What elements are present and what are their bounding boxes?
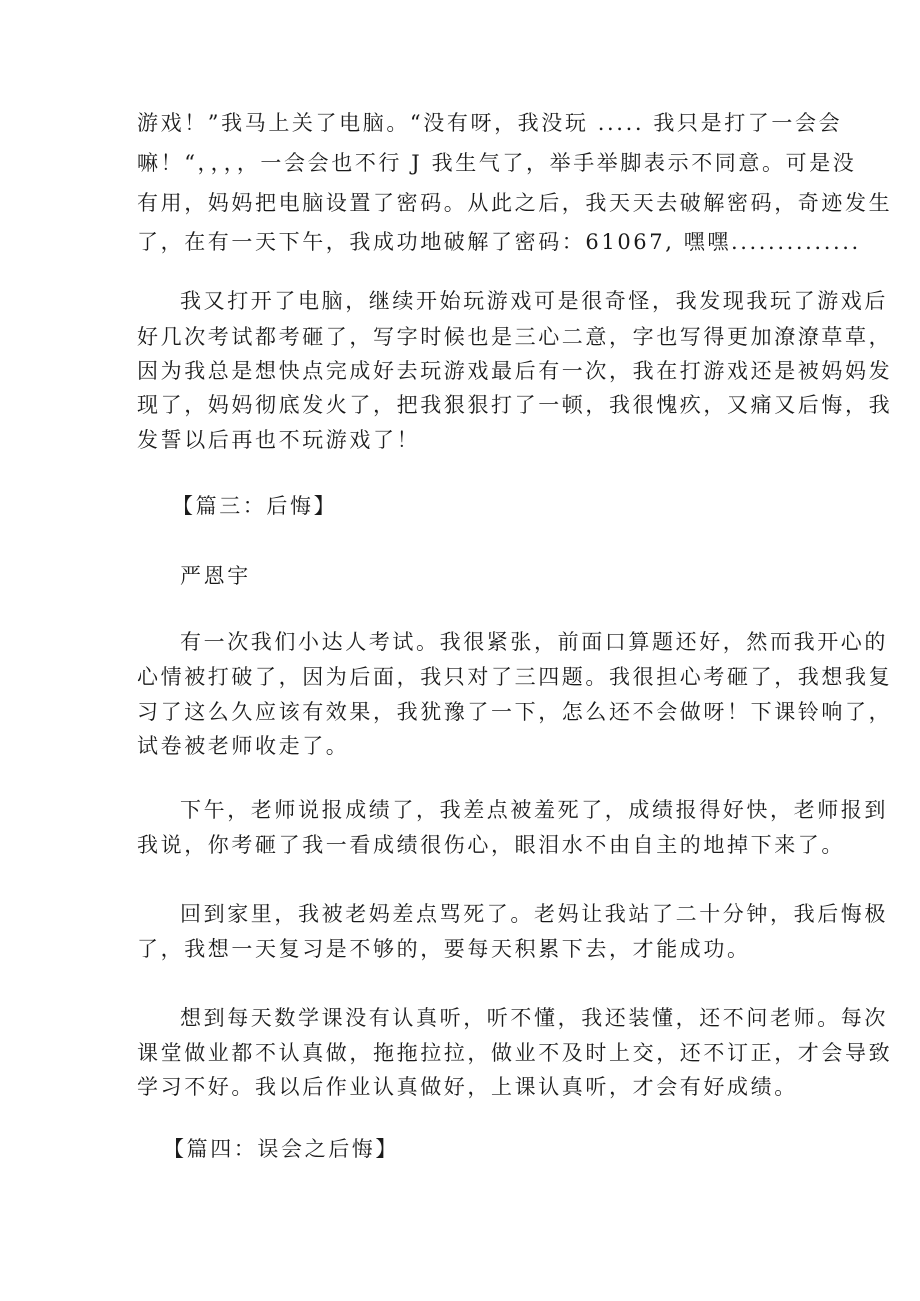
paragraph-4-line-2: 我说，你考砸了我一看成绩很伤心，眼泪水不由自主的地掉下来了。 xyxy=(137,833,845,857)
paragraph-1-line-4: 了，在有一天下午，我成功地破解了密码：61067, 嘿嘿.............. xyxy=(137,230,861,254)
paragraph-1-line-1: 游戏！”我马上关了电脑。“没有呀，我没玩 ..... 我只是打了一会会 xyxy=(137,111,843,135)
paragraph-2-line-1: 我又打开了电脑，继续开始玩游戏可是很奇怪，我发现我玩了游戏后 xyxy=(180,289,888,313)
paragraph-2-line-2: 好几次考试都考砸了，写字时候也是三心二意，字也写得更加潦潦草草， xyxy=(137,325,893,349)
paragraph-5-line-1: 回到家里，我被老妈差点骂死了。老妈让我站了二十分钟，我后悔极 xyxy=(180,902,888,926)
paragraph-1-line-3: 有用，妈妈把电脑设置了密码。从此之后，我天天去破解密码，奇迹发生 xyxy=(137,191,893,215)
paragraph-4-line-1: 下午，老师说报成绩了，我差点被羞死了，成绩报得好快，老师报到 xyxy=(180,798,888,822)
paragraph-2-line-4: 现了，妈妈彻底发火了，把我狠狠打了一顿，我很愧疚，又痛又后悔，我 xyxy=(137,393,893,417)
paragraph-3-line-4: 试卷被老师收走了。 xyxy=(137,734,350,758)
paragraph-3-line-2: 心情被打破了，因为后面，我只对了三四题。我很担心考砸了，我想我复 xyxy=(137,665,893,689)
section-heading-3: 【篇三：后悔】 xyxy=(172,494,338,518)
paragraph-3-line-3: 习了这么久应该有效果，我犹豫了一下，怎么还不会做呀！下课铃响了， xyxy=(137,700,893,724)
paragraph-5-line-2: 了，我想一天复习是不够的，要每天积累下去，才能成功。 xyxy=(137,937,751,961)
paragraph-3-line-1: 有一次我们小达人考试。我很紧张，前面口算题还好，然而我开心的 xyxy=(180,630,888,654)
paragraph-2-line-5: 发誓以后再也不玩游戏了！ xyxy=(137,428,421,452)
author-name: 严恩宇 xyxy=(180,564,251,588)
section-heading-4: 【篇四：误会之后悔】 xyxy=(163,1137,399,1161)
paragraph-6-line-2: 课堂做业都不认真做，拖拖拉拉，做业不及时上交，还不订正，才会导致 xyxy=(137,1041,893,1065)
paragraph-1-line-2: 嘛！“，，，，一会会也不行 J 我生气了，举手举脚表示不同意。可是没 xyxy=(137,151,857,175)
paragraph-6-line-3: 学习不好。我以后作业认真做好，上课认真听，才会有好成绩。 xyxy=(137,1075,798,1099)
paragraph-6-line-1: 想到每天数学课没有认真听，听不懂，我还装懂，还不问老师。每次 xyxy=(180,1006,888,1030)
paragraph-2-line-3: 因为我总是想快点完成好去玩游戏最后有一次，我在打游戏还是被妈妈发 xyxy=(137,359,893,383)
